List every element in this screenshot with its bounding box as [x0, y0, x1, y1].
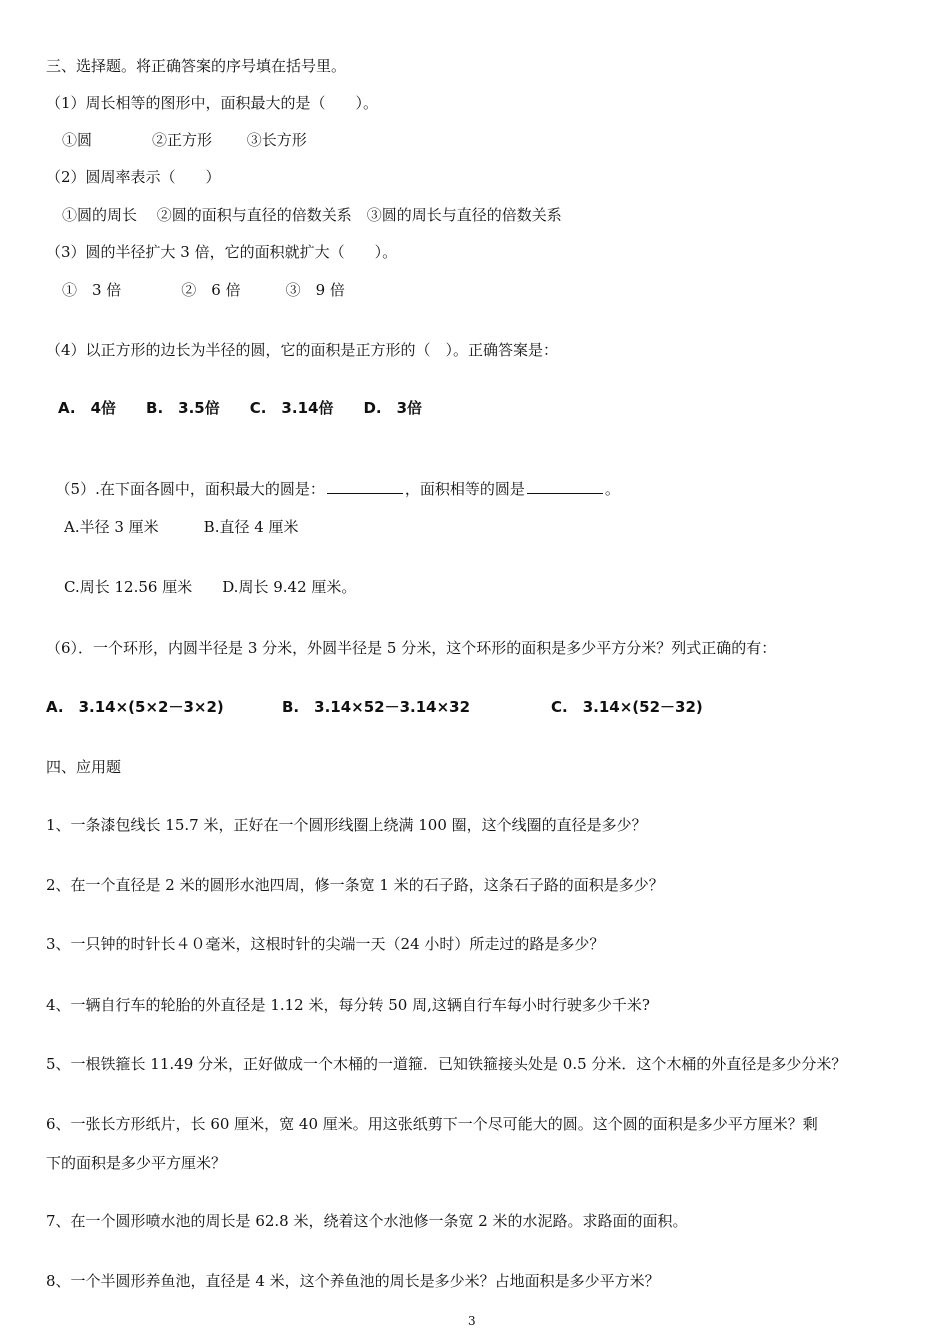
- q1-options: ①圆 ②正方形 ③长方形: [62, 131, 307, 149]
- section4-title: 四、应用题: [46, 758, 122, 776]
- q6-option-c: C. 3.14×(52－32): [551, 698, 703, 716]
- section3-title: 三、选择题。将正确答案的序号填在括号里。: [46, 57, 347, 75]
- q5-stem-part3: 。: [604, 480, 620, 498]
- problem-3: 3、一只钟的时针长４０毫米，这根时针的尖端一天（24 小时）所走过的路是多少？: [46, 935, 605, 953]
- q2-stem: （2）圆周率表示（ ）: [46, 168, 221, 186]
- q2-options: ①圆的周长 ②圆的面积与直径的倍数关系 ③圆的周长与直径的倍数关系: [62, 206, 562, 224]
- q5-options-row1: A.半径 3 厘米 B.直径 4 厘米: [64, 518, 299, 536]
- q6-stem: （6）．一个环形，内圆半径是 3 分米，外圆半径是 5 分米，这个环形的面积是多少平方分米？列式正确的有：: [46, 639, 777, 657]
- problem-8: 8、一个半圆形养鱼池，直径是 4 米，这个养鱼池的周长是多少米？占地面积是多少平方米？: [46, 1272, 660, 1290]
- answer-blank: [327, 479, 403, 494]
- q4-options: A. 4倍 B. 3.5倍 C. 3.14倍 D. 3倍: [58, 399, 423, 417]
- page-number: 3: [468, 1314, 476, 1328]
- q3-options: ① 3 倍 ② 6 倍 ③ 9 倍: [62, 281, 345, 299]
- q4-stem: （4）以正方形的边长为半径的圆，它的面积是正方形的（ ）。正确答案是：: [46, 341, 559, 359]
- q1-stem: （1）周长相等的图形中，面积最大的是（ ）。: [46, 94, 379, 112]
- q5-options-row2: C.周长 12.56 厘米 D.周长 9.42 厘米。: [64, 578, 357, 596]
- problem-7: 7、在一个圆形喷水池的周长是 62.8 米，绕着这个水池修一条宽 2 米的水泥路。求路面的面积。: [46, 1212, 688, 1230]
- problem-6-line1: 6、一张长方形纸片，长 60 厘米，宽 40 厘米。用这张纸剪下一个尽可能大的圆。这个圆的面积是多少平方厘米？剩: [46, 1115, 818, 1133]
- q5-stem-part2: ，面积相等的圆是: [404, 480, 525, 498]
- q5-stem-part1: （5）.在下面各圆中，面积最大的圆是：: [55, 480, 325, 498]
- problem-1: 1、一条漆包线长 15.7 米，正好在一个圆形线圈上绕满 100 圈，这个线圈的直径是多少？: [46, 816, 647, 834]
- q6-option-a: A. 3.14×(5×2－3×2): [46, 698, 224, 716]
- q6-option-b: B. 3.14×52－3.14×32: [282, 698, 471, 716]
- problem-2: 2、在一个直径是 2 米的圆形水池四周，修一条宽 1 米的石子路，这条石子路的面积是多少？: [46, 876, 664, 894]
- q5-stem: [46, 459, 620, 499]
- problem-6-line2: 下的面积是多少平方厘米？: [46, 1154, 227, 1172]
- problem-5: 5、一根铁箍长 11.49 分米，正好做成一个木桶的一道箍．已知铁箍接头处是 0.5 分米．这个木桶的外直径是多少分米？: [46, 1055, 847, 1073]
- q3-stem: （3）圆的半径扩大 3 倍，它的面积就扩大（ ）。: [46, 243, 398, 261]
- answer-blank: [527, 479, 603, 494]
- problem-4: 4、一辆自行车的轮胎的外直径是 1.12 米，每分转 50 周,这辆自行车每小时行驶多少千米?: [46, 996, 650, 1014]
